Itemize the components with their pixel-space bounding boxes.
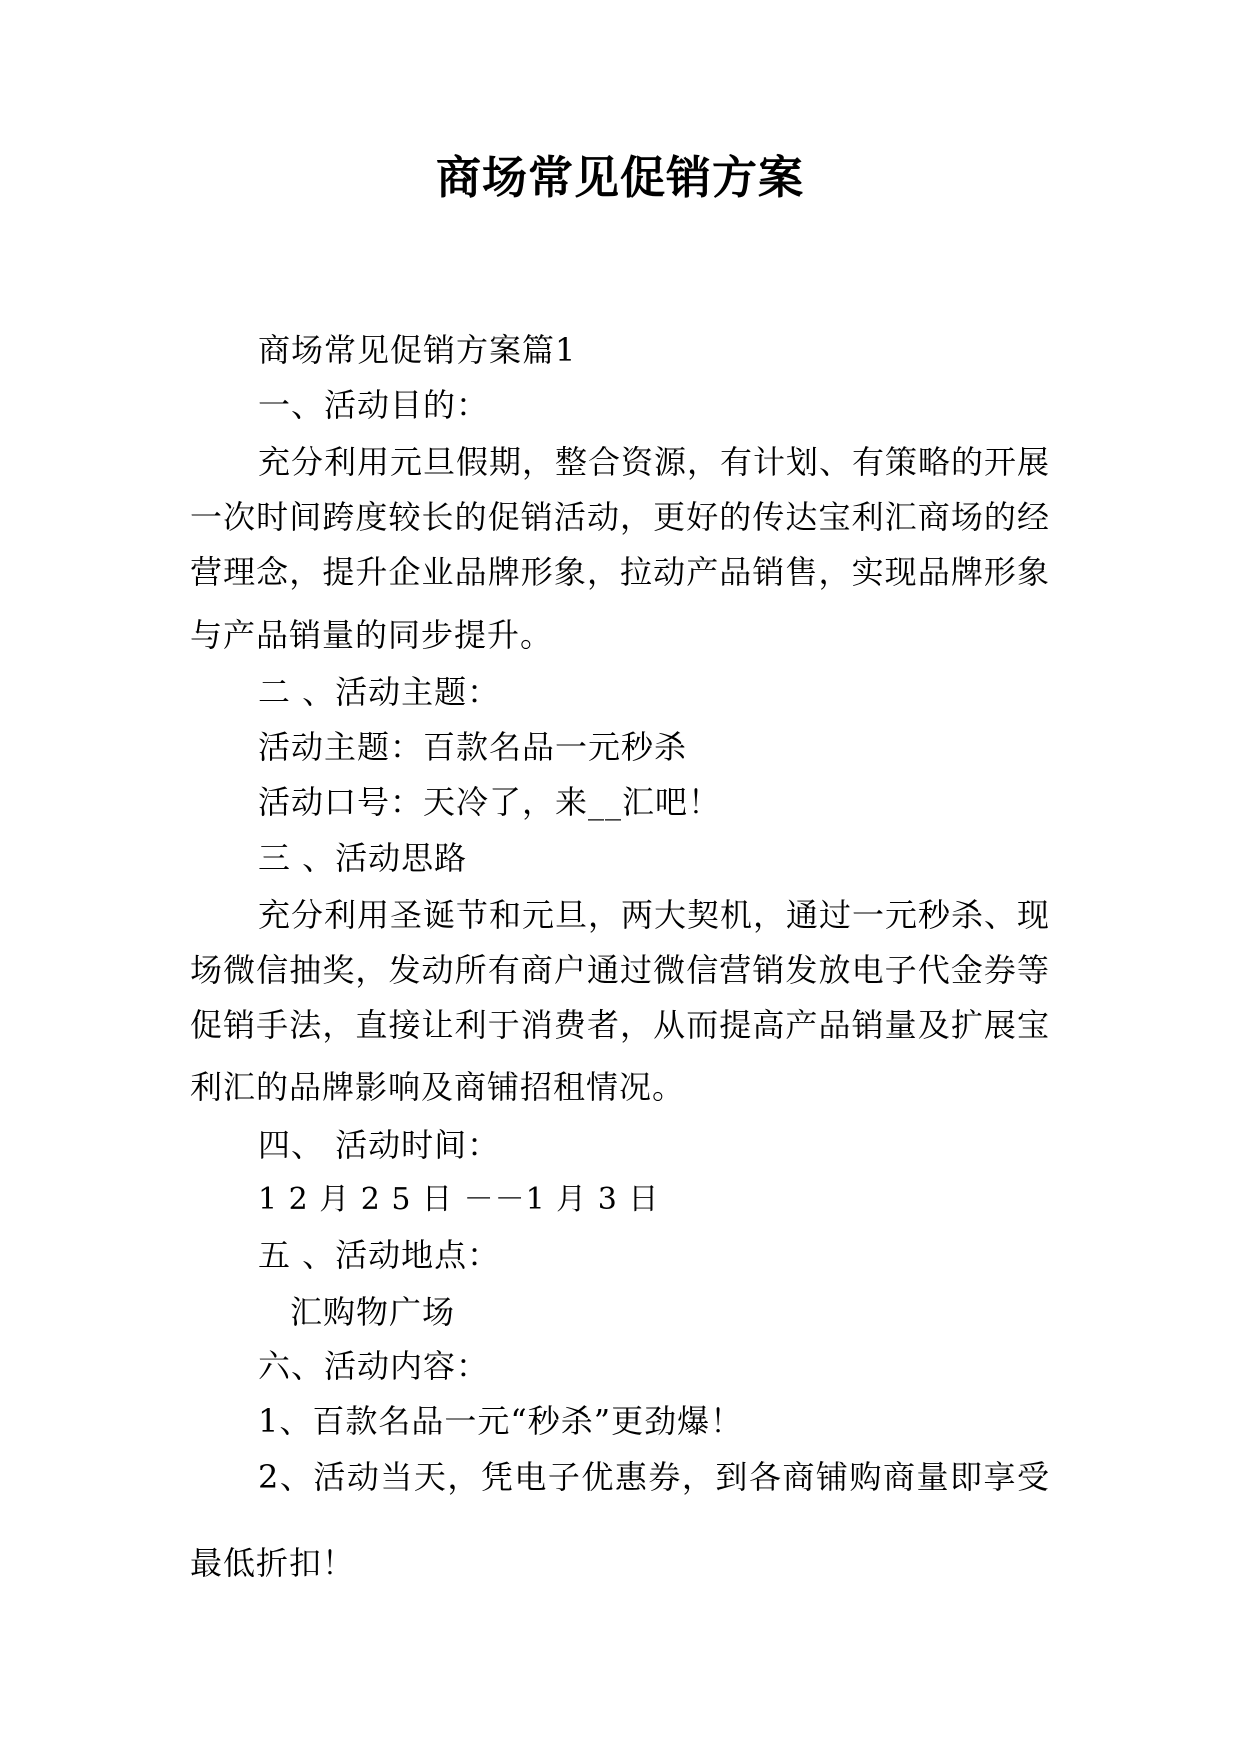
paragraph-line: 活动主题：百款名品一元秒杀: [258, 728, 688, 766]
section-heading: 五 、活动地点：: [258, 1236, 501, 1274]
paragraph-line: 促销手法，直接让利于消费者，从而提高产品销量及扩展宝: [190, 1006, 1050, 1044]
section-heading: 六、活动内容：: [258, 1347, 490, 1385]
section-heading: 一、活动目的：: [258, 386, 490, 424]
paragraph-line: 充分利用圣诞节和元旦，两大契机，通过一元秒杀、现: [258, 896, 1051, 934]
section-heading: 二 、活动主题：: [258, 673, 501, 711]
list-item: 2、活动当天，凭电子优惠券，到各商铺购商量即享受: [258, 1458, 1050, 1496]
paragraph-line: 一次时间跨度较长的促销活动，更好的传达宝利汇商场的经: [190, 498, 1050, 536]
paragraph-line: 与产品销量的同步提升。: [190, 616, 554, 654]
location-text: 汇购物广场: [290, 1293, 456, 1331]
paragraph-line: 活动口号：天冷了，来__汇吧！: [258, 783, 722, 821]
section-heading: 商场常见促销方案篇1: [258, 331, 577, 369]
paragraph-line: 充分利用元旦假期，整合资源，有计划、有策略的开展: [258, 443, 1051, 481]
section-heading: 四、 活动时间：: [258, 1126, 501, 1164]
paragraph-line: 最低折扣！: [190, 1544, 356, 1582]
paragraph-line: 利汇的品牌影响及商铺招租情况。: [190, 1068, 686, 1106]
paragraph-line: 营理念，提升企业品牌形象，拉动产品销售，实现品牌形象: [190, 553, 1050, 591]
document-title: 商场常见促销方案: [435, 151, 804, 204]
paragraph-line: 场微信抽奖，发动所有商户通过微信营销发放电子代金券等: [190, 951, 1050, 989]
section-heading: 三 、活动思路: [258, 839, 468, 877]
list-item: 1、百款名品一元“秒杀”更劲爆！: [258, 1402, 744, 1440]
date-range: 1 2 月 2 5 日 －－1 月 3 日: [258, 1182, 660, 1217]
